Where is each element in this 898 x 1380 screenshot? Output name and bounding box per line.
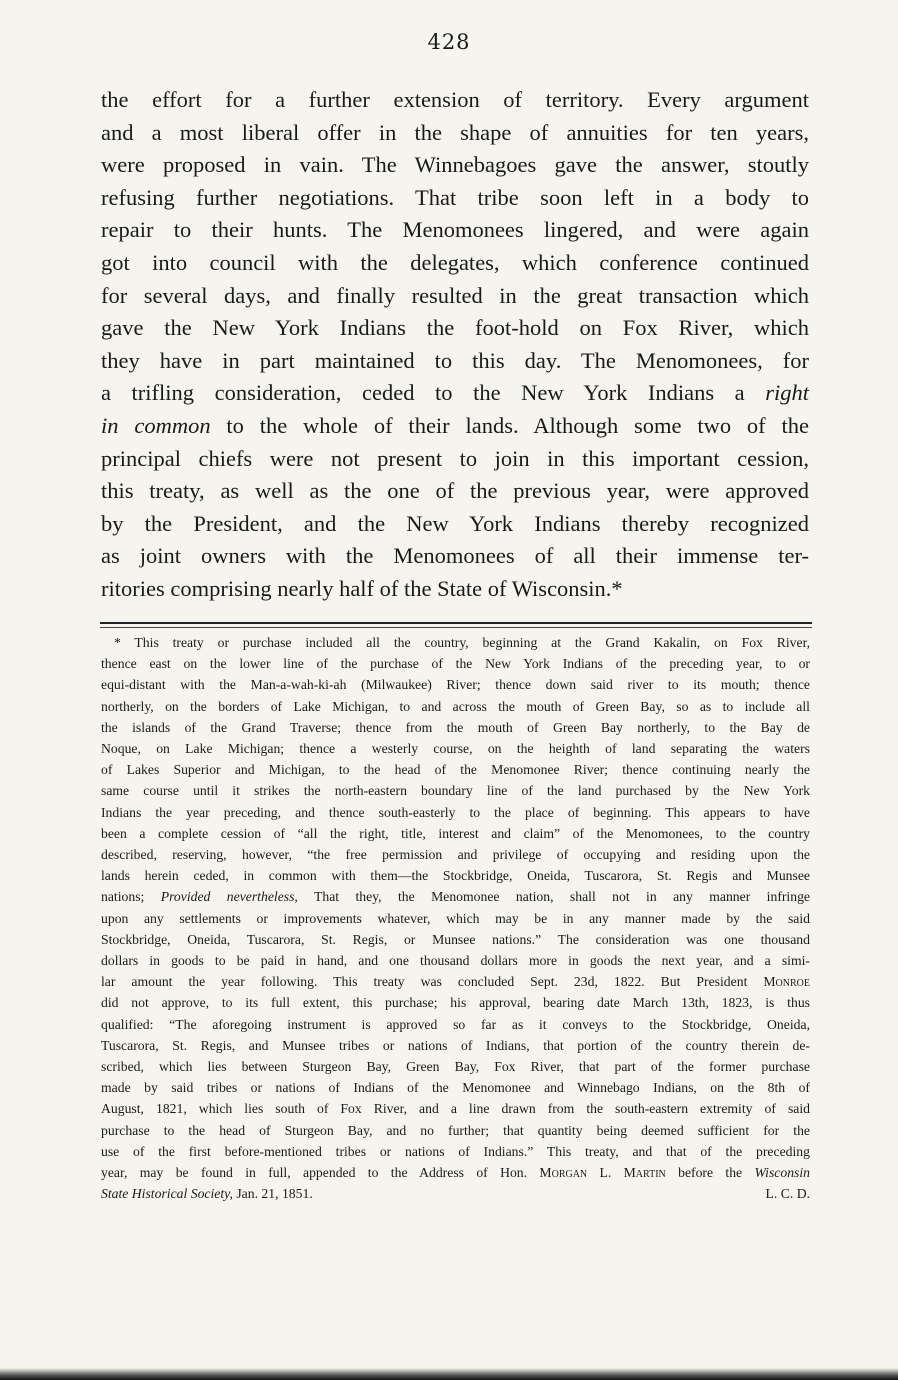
text-line: refusing further negotiations. That tribe soon left in a body to xyxy=(101,184,809,210)
footnote-line: dollars in goods to be paid in hand, and one thousand dollars more in goods the next year, and a simi- xyxy=(101,953,810,969)
footnote-line: purchase to the head of Sturgeon Bay, and no further; that quantity being deemed sufficient for the xyxy=(101,1122,810,1138)
footnote-line: lands herein ceded, in common with them—the Stockbridge, Oneida, Tuscarora, St. Regis and Munsee xyxy=(101,868,810,884)
text-line: got into council with the delegates, which conference continued xyxy=(101,249,809,275)
italic-phrase: in common xyxy=(101,412,211,438)
text-line: as joint owners with the Menomonees of all their immense ter- xyxy=(101,543,809,569)
footnote-divider xyxy=(100,622,812,624)
text-line: and a most liberal offer in the shape of annuities for ten years, xyxy=(101,119,809,145)
footnote-line: qualified: “The aforegoing instrument is approved so far as it conveys to the Stockbridge, Oneida, xyxy=(101,1016,810,1032)
main-paragraph xyxy=(101,84,809,606)
footnote-line xyxy=(101,971,810,992)
page-bottom-edge xyxy=(0,1368,898,1380)
italic-phrase: State Historical Society, xyxy=(101,1186,233,1202)
text-line: this treaty, as well as the one of the previous year, were approved xyxy=(101,478,809,504)
footnote-line: Noque, on Lake Michigan; thence a westerly course, on the heighth of land separating the waters xyxy=(101,741,810,757)
footnote-line: made by said tribes or nations of Indians of the Menomonee and Winnebago Indians, on the 8th of xyxy=(101,1080,810,1096)
footnote-line: Stockbridge, Oneida, Tuscarora, St. Regis, or Munsee nations.” The consideration was one thousand xyxy=(101,931,810,947)
text-segment: to the whole of their lands. Although some two of the xyxy=(226,412,809,438)
footnote-line: Tuscarora, St. Regis, and Munsee tribes or nations of Indians, that portion of the country therein de- xyxy=(101,1037,810,1053)
text-segment: before the xyxy=(678,1165,743,1181)
footnote-line: northerly, on the borders of Lake Michigan, to and across the mouth of Green Bay, so as to include all xyxy=(101,698,810,714)
italic-word: Wisconsin xyxy=(754,1165,811,1181)
text-line: by the President, and the New York Indians thereby recognized xyxy=(101,510,809,536)
text-segment: a trifling consideration, ceded to the New York Indians a xyxy=(101,380,745,406)
small-caps-name: Monroe xyxy=(763,974,810,990)
footnote-line: * This treaty or purchase included all the country, beginning at the Grand Kakalin, on Fox River, xyxy=(114,635,810,650)
text-segment: lar amount the year following. This treaty was concluded Sept. 23d, 1822. But President xyxy=(101,974,748,990)
footnote-line: of Lakes Superior and Michigan, to the head of the Menomonee River; thence continuing nearly the xyxy=(101,762,810,778)
text-segment: year, may be found in full, appended to the Address of Hon. xyxy=(101,1165,528,1181)
footnote-line xyxy=(101,886,810,907)
footnote-line: scribed, which lies between Sturgeon Bay, Green Bay, Fox River, that part of the former purchase xyxy=(101,1059,810,1075)
italic-word: right xyxy=(765,380,810,406)
text-line: principal chiefs were not present to join in this important cession, xyxy=(101,445,809,471)
text-line: for several days, and finally resulted in the great transaction which xyxy=(101,282,809,308)
footnote-line: use of the first before-mentioned tribes or nations of Indians.” This treaty, and that of the preceding xyxy=(101,1143,810,1159)
footnote-divider-thin xyxy=(100,627,812,628)
footnote-line: thence east on the lower line of the purchase of the New York Indians of the preceding year, to or xyxy=(101,656,810,672)
text-segment: Jan. 21, 1851. xyxy=(236,1186,313,1202)
text-segment: That they, the Menomonee nation, shall not in any manner infringe xyxy=(314,889,810,905)
footnote-line xyxy=(101,1162,810,1183)
footnote-line: upon any settlements or improvements whatever, which may be in any manner made by the said xyxy=(101,910,810,926)
author-initials: L. C. D. xyxy=(765,1186,810,1202)
footnote-citation xyxy=(101,1183,313,1204)
footnote-line: Indians the year preceding, and thence south-easterly to the place of beginning. This appears to have xyxy=(101,804,810,820)
text-line xyxy=(101,377,809,410)
text-line: gave the New York Indians the foot-hold on Fox River, which xyxy=(101,315,809,341)
footnote-line: did not approve, to its full extent, this purchase; his approval, bearing date March 13th, 1823, is thus xyxy=(101,995,810,1011)
text-segment: nations; xyxy=(101,889,145,905)
small-caps-name: Morgan L. Martin xyxy=(539,1165,666,1181)
footnote-line: August, 1821, which lies south of Fox River, and a line drawn from the south-eastern extremity of said xyxy=(101,1101,810,1117)
footnote-line: equi-distant with the Man-a-wah-ki-ah (Milwaukee) River; thence down said river to its mouth; thence xyxy=(101,677,810,693)
footnote-last-line xyxy=(101,1183,810,1204)
footnote-line: the islands of the Grand Traverse; thence from the mouth of Green Bay northerly, to the Bay de xyxy=(101,719,810,735)
text-line xyxy=(101,410,809,443)
text-line: ritories comprising nearly half of the State of Wisconsin.* xyxy=(101,575,623,601)
footnote-line: described, reserving, however, “the free permission and privilege of occupying and residing upon the xyxy=(101,847,810,863)
footnote xyxy=(101,632,810,1204)
text-line: were proposed in vain. The Winnebagoes gave the answer, stoutly xyxy=(101,152,809,178)
italic-phrase: Provided nevertheless, xyxy=(160,889,298,905)
footnote-line: same course until it strikes the north-eastern boundary line of the land purchased by the New York xyxy=(101,783,810,799)
page-number: 428 xyxy=(427,30,471,54)
text-line: they have in part maintained to this day. The Menomonees, for xyxy=(101,347,809,373)
text-line: repair to their hunts. The Menomonees lingered, and were again xyxy=(101,217,809,243)
text-line: the effort for a further extension of territory. Every argument xyxy=(101,87,809,112)
footnote-line: been a complete cession of “all the right, title, interest and claim” of the Menomonees, to the country xyxy=(101,825,810,841)
